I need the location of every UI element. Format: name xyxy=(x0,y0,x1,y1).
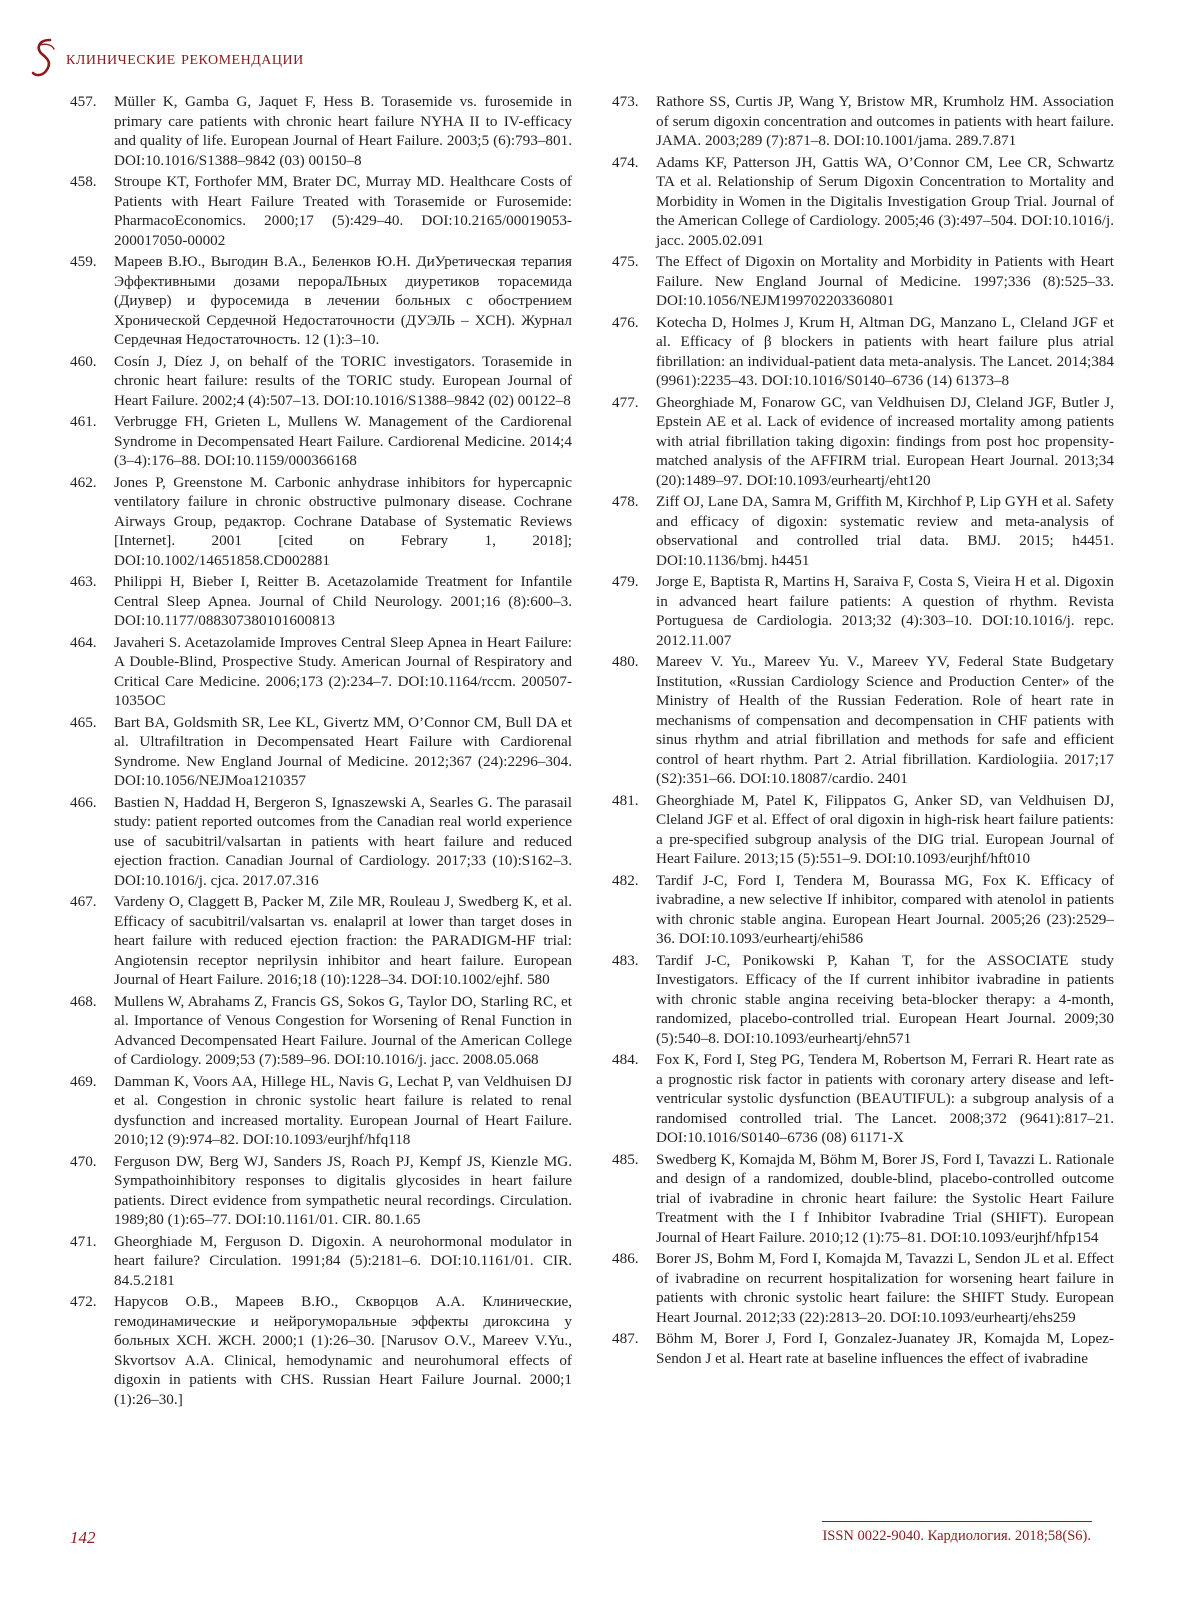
reference-number: 457. xyxy=(70,93,97,110)
reference-text: Jorge E, Baptista R, Martins H, Saraiva F, Costa S, Vieira H et al. Digoxin in advanced heart failure patients: A question of rhythm. Revista Portuguesa de Cardiologia. 2013;32 (4):303–10. DOI:10.1016/j. repc. 2012.11.007 xyxy=(656,573,1114,649)
reference-item xyxy=(70,892,572,990)
reference-number: 477. xyxy=(612,393,639,411)
reference-text: Gheorghiade M, Fonarow GC, van Veldhuisen DJ, Cleland JGF, Butler J, Epstein AE et al. Lack of evidence of increased mortality among patients with atrial fibrillation taking digoxin: findings from post hoc propensity-matched analysis of the AFFIRM trial. European Heart Journal. 2013;34 (20):1489–97. DOI:10.1093/eurheartj/eht120 xyxy=(656,393,1114,489)
reference-number: 474. xyxy=(612,153,639,171)
reference-number: 459. xyxy=(70,253,97,270)
reference-item xyxy=(612,92,1114,151)
page-number: 142 xyxy=(70,1528,96,1547)
reference-text: Rathore SS, Curtis JP, Wang Y, Bristow MR, Krumholz HM. Association of serum digoxin concentration and outcomes in patients with heart failure. JAMA. 2003;289 (7):871–8. DOI:10.1001/jama. 289.7.871 xyxy=(656,93,1114,149)
reference-text: Bastien N, Haddad H, Bergeron S, Ignaszewski A, Searles G. The parasail study: patient reported outcomes from the Canadian real world experience use of sacubitril/valsartan in patients with heart failure and reduced ejection fraction. Canadian Journal of Cardiology. 2017;33 (10):S162–3. DOI:10.1016/j. cjca. 2017.07.316 xyxy=(114,793,572,889)
reference-text: Javaheri S. Acetazolamide Improves Central Sleep Apnea in Heart Failure: A Double-Blind, Prospective Study. American Journal of Respiratory and Critical Care Medicine. 2006;173 (2):234–7. DOI:10.1164/rccm. 200507-1035OC xyxy=(114,633,572,709)
reference-item xyxy=(70,572,572,631)
page-header xyxy=(28,38,304,78)
reference-number: 480. xyxy=(612,653,639,670)
reference-text: Verbrugge FH, Grieten L, Mullens W. Management of the Cardiorenal Syndrome in Decompensated Heart Failure. Cardiorenal Medicine. 2014;4 (3–4):176–88. DOI:10.1159/000366168 xyxy=(114,413,572,469)
reference-text: Tardif J-C, Ponikowski P, Kahan T, for the ASSOCIATE study Investigators. Efficacy of the If current inhibitor ivabradine in patients with chronic stable angina receiving beta-blocker therapy: a 4-month, randomized, placebo-controlled trial. European Heart Journal. 2009;30 (5):540–8. DOI:10.1093/eurheartj/ehn571 xyxy=(656,951,1114,1047)
reference-item xyxy=(70,1152,572,1230)
reference-item xyxy=(70,992,572,1070)
journal-logo-icon xyxy=(28,37,62,79)
reference-number: 476. xyxy=(612,313,639,331)
reference-item xyxy=(70,473,572,571)
reference-text: Ziff OJ, Lane DA, Samra M, Griffith M, Kirchhof P, Lip GYH et al. Safety and efficacy of digoxin: systematic review and meta-analysis of observational and controlled trial data. BMJ. 2015; h4451. DOI:10.1136/bmj. h4451 xyxy=(656,493,1114,569)
reference-item xyxy=(70,1072,572,1150)
reference-number: 460. xyxy=(70,352,97,370)
reference-text: The Effect of Digoxin on Mortality and Morbidity in Patients with Heart Failure. New England Journal of Medicine. 1997;336 (8):525–33. DOI:10.1056/NEJM199702203360801 xyxy=(656,253,1114,309)
reference-number: 465. xyxy=(70,713,97,731)
reference-item xyxy=(612,252,1114,311)
reference-text: Philippi H, Bieber I, Reitter B. Acetazolamide Treatment for Infantile Central Sleep Apnea. Journal of Child Neurology. 2001;16 (8):600–3. DOI:10.1177/088307380101600813 xyxy=(114,573,572,629)
reference-item xyxy=(612,791,1114,869)
reference-item xyxy=(70,412,572,471)
reference-text: Fox K, Ford I, Steg PG, Tendera M, Robertson M, Ferrari R. Heart rate as a prognostic risk factor in patients with coronary artery disease and left-ventricular systolic dysfunction (BEAUTIFUL): a subgroup analysis of a randomised controlled trial. The Lancet. 2008;372 (9641):817–21. DOI:10.1016/S0140–6736 (08) 61171-X xyxy=(656,1051,1114,1146)
reference-text: Gheorghiade M, Ferguson D. Digoxin. A neurohormonal modulator in heart failure? Circulation. 1991;84 (5):2181–6. DOI:10.1161/01. CIR. 84.5.2181 xyxy=(114,1232,572,1289)
reference-text: Böhm M, Borer J, Ford I, Gonzalez-Juanatey JR, Komajda M, Lopez-Sendon J et al. Heart rate at baseline influences the effect of ivabradine xyxy=(656,1330,1114,1367)
reference-item xyxy=(70,92,572,170)
reference-number: 463. xyxy=(70,573,97,590)
reference-text: Gheorghiade M, Patel K, Filippatos G, Anker SD, van Veldhuisen DJ, Cleland JGF et al. Effect of oral digoxin in high-risk heart failure patients: a pre-specified subgroup analysis of the DIG trial. European Journal of Heart Failure. 2013;15 (5):551–9. DOI:10.1093/eurjhf/hft010 xyxy=(656,791,1114,867)
reference-item xyxy=(612,393,1114,491)
reference-item xyxy=(612,313,1114,391)
reference-number: 461. xyxy=(70,413,97,430)
reference-item xyxy=(612,871,1114,949)
reference-text: Mareev V. Yu., Mareev Yu. V., Mareev YV, Federal State Budgetary Institution, «Russian Cardiology Science and Production Center» of the Ministry of Health of the Russian Federation. Role of heart rate in mechanisms of compensation and decompensation in CHF patients with sinus rhythm and atrial fibrillation and methods for safe and efficient control of heart rhythm. Part 2. Atrial fibrillation. Kardiologiia. 2017;17 (S2):351–66. DOI:10.18087/cardio. 2401 xyxy=(656,653,1114,787)
reference-item xyxy=(70,633,572,711)
reference-number: 464. xyxy=(70,633,97,651)
section-title: клинические рекомендации xyxy=(66,46,304,69)
reference-number: 473. xyxy=(612,93,639,110)
reference-item xyxy=(612,1329,1114,1368)
reference-text: Swedberg K, Komajda M, Böhm M, Borer JS, Ford I, Tavazzi L. Rationale and design of a randomized, double-blind, placebo-controlled outcome trial of ivabradine in chronic heart failure: the Systolic Heart Failure Treatment with the I f Inhibitor Ivabradine Trial (SHIFT). European Journal of Heart Failure. 2010;12 (1):75–81. DOI:10.1093/eurjhf/hfp154 xyxy=(656,1150,1114,1246)
reference-text: Vardeny O, Claggett B, Packer M, Zile MR, Rouleau J, Swedberg K, et al. Efficacy of sacubitril/valsartan vs. enalapril at lower than target doses in heart failure with reduced ejection fraction: the PARADIGM-HF trial: Angiotensin receptor neprilysin inhibitor and heart failure. European Journal of Heart Failure. 2016;18 (10):1228–34. DOI:10.1002/ejhf. 580 xyxy=(114,893,572,988)
reference-item xyxy=(70,172,572,250)
reference-item xyxy=(70,713,572,791)
reference-text: Borer JS, Bohm M, Ford I, Komajda M, Tavazzi L, Sendon JL et al. Effect of ivabradine on recurrent hospitalization for worsening heart failure in patients with chronic systolic heart failure: the SHIFT Study. European Heart Journal. 2012;33 (22):2813–20. DOI:10.1093/eurheartj/ehs259 xyxy=(656,1250,1114,1326)
reference-item xyxy=(70,352,572,411)
reference-number: 471. xyxy=(70,1232,97,1250)
reference-number: 479. xyxy=(612,573,639,590)
reference-item xyxy=(612,652,1114,789)
reference-item xyxy=(70,793,572,891)
reference-text: Damman K, Voors AA, Hillege HL, Navis G, Lechat P, van Veldhuisen DJ et al. Congestion in chronic systolic heart failure is related to renal dysfunction and increased mortality. European Journal of Heart Failure. 2010;12 (9):974–82. DOI:10.1093/eurjhf/hfq118 xyxy=(114,1072,572,1148)
reference-text: Stroupe KT, Forthofer MM, Brater DC, Murray MD. Healthcare Costs of Patients with Heart Failure Treated with Torasemide or Furosemide: PharmacoEconomics. 2000;17 (5):429–40. DOI:10.2165/00019053-200017050-00002 xyxy=(114,173,572,249)
reference-number: 469. xyxy=(70,1072,97,1090)
reference-number: 487. xyxy=(612,1330,639,1347)
reference-number: 481. xyxy=(612,791,639,809)
references-right-column xyxy=(612,92,1114,1370)
reference-number: 466. xyxy=(70,793,97,811)
reference-item xyxy=(612,153,1114,251)
reference-text: Cosín J, Díez J, on behalf of the TORIC investigators. Torasemide in chronic heart failure: results of the TORIC study. European Journal of Heart Failure. 2002;4 (4):507–13. DOI:10.1016/S1388–9842 (02) 00122–8 xyxy=(114,352,572,409)
reference-number: 470. xyxy=(70,1152,97,1170)
reference-item xyxy=(612,1249,1114,1327)
reference-text: Jones P, Greenstone M. Carbonic anhydrase inhibitors for hypercapnic ventilatory failure in chronic obstructive pulmonary disease. Cochrane Airways Group, редактор. Cochrane Database of Systematic Reviews [Internet]. 2001 [cited on Febrary 1, 2018]; DOI:10.1002/14651858.CD002881 xyxy=(114,473,572,569)
reference-text: Tardif J-C, Ford I, Tendera M, Bourassa MG, Fox K. Efficacy of ivabradine, a new selective If inhibitor, compared with atenolol in patients with chronic stable angina. European Heart Journal. 2005;26 (23):2529–36. DOI:10.1093/eurheartj/ehi586 xyxy=(656,871,1114,947)
reference-number: 468. xyxy=(70,992,97,1010)
reference-number: 475. xyxy=(612,253,639,270)
reference-number: 485. xyxy=(612,1150,639,1168)
reference-item xyxy=(612,492,1114,570)
reference-number: 482. xyxy=(612,871,639,889)
reference-text: Mullens W, Abrahams Z, Francis GS, Sokos G, Taylor DO, Starling RC, et al. Importance of Venous Congestion for Worsening of Renal Function in Advanced Decompensated Heart Failure. Journal of the American College of Cardiology. 2009;53 (7):589–96. DOI:10.1016/j. jacc. 2008.05.068 xyxy=(114,992,572,1068)
reference-text: Ferguson DW, Berg WJ, Sanders JS, Roach PJ, Kempf JS, Kienzle MG. Sympathoinhibitory responses to digitalis glycosides in heart failure patients. Direct evidence from sympathetic neural recordings. Circulation. 1989;80 (1):65–77. DOI:10.1161/01. CIR. 80.1.65 xyxy=(114,1152,572,1228)
reference-item xyxy=(612,572,1114,650)
reference-item xyxy=(612,1050,1114,1148)
reference-number: 467. xyxy=(70,893,97,910)
footer-divider xyxy=(822,1521,1092,1522)
references-left-column xyxy=(70,92,572,1411)
reference-item xyxy=(612,1150,1114,1248)
reference-text: Мареев В.Ю., Выгодин В.А., Беленков Ю.Н. ДиУретическая терапия Эффективными дозами перораЛЬных диуретиков торасемида (Диувер) и фуросемида в лечении больных с обострением Хронической Сердечной Недостаточности (ДУЭЛЬ – ХСН). Журнал Сердечная Недостаточность. 12 (1):3–10. xyxy=(114,253,572,348)
journal-citation: ISSN 0022-9040. Кардиология. 2018;58(S6). xyxy=(822,1528,1091,1544)
reference-number: 462. xyxy=(70,473,97,491)
reference-number: 472. xyxy=(70,1293,97,1310)
reference-item xyxy=(70,1292,572,1409)
reference-item xyxy=(70,1232,572,1291)
reference-item xyxy=(70,252,572,350)
reference-text: Adams KF, Patterson JH, Gattis WA, O’Connor CM, Lee CR, Schwartz TA et al. Relationship of Serum Digoxin Concentration to Mortality and Morbidity in Women in the Digitalis Investigation Group Trial. Journal of the American College of Cardiology. 2005;46 (3):497–504. DOI:10.1016/j. jacc. 2005.02.091 xyxy=(656,153,1114,249)
reference-number: 484. xyxy=(612,1051,639,1068)
reference-number: 486. xyxy=(612,1250,639,1267)
reference-number: 458. xyxy=(70,173,97,190)
reference-number: 483. xyxy=(612,951,639,969)
reference-text: Müller K, Gamba G, Jaquet F, Hess B. Torasemide vs. furosemide in primary care patients with chronic heart failure NYHA II to IV-efficacy and quality of life. European Journal of Heart Failure. 2003;5 (6):793–801. DOI:10.1016/S1388–9842 (03) 00150–8 xyxy=(114,93,572,169)
reference-item xyxy=(612,951,1114,1049)
reference-text: Kotecha D, Holmes J, Krum H, Altman DG, Manzano L, Cleland JGF et al. Efficacy of β blockers in patients with heart failure plus atrial fibrillation: an individual-patient data meta-analysis. The Lancet. 2014;384 (9961):2235–43. DOI:10.1016/S0140–6736 (14) 61373–8 xyxy=(656,313,1114,389)
reference-text: Bart BA, Goldsmith SR, Lee KL, Givertz MM, O’Connor CM, Bull DA et al. Ultrafiltration in Decompensated Heart Failure with Cardiorenal Syndrome. New England Journal of Medicine. 2012;367 (24):2296–304. DOI:10.1056/NEJMoa1210357 xyxy=(114,713,572,789)
reference-number: 478. xyxy=(612,493,639,510)
reference-text: Нарусов О.В., Мареев В.Ю., Скворцов А.А. Клинические, гемодинамические и нейрогуморальные эффекты дигоксина у больных ХСН. ЖСН. 2000;1 (1):26–30. [Narusov O.V., Mareev V.Yu., Skvortsov A.A. Clinical, hemodynamic and neurohumoral effects of digoxin in patients with CHS. Russian Heart Failure Journal. 2000;1 (1):26–30.] xyxy=(114,1293,572,1408)
